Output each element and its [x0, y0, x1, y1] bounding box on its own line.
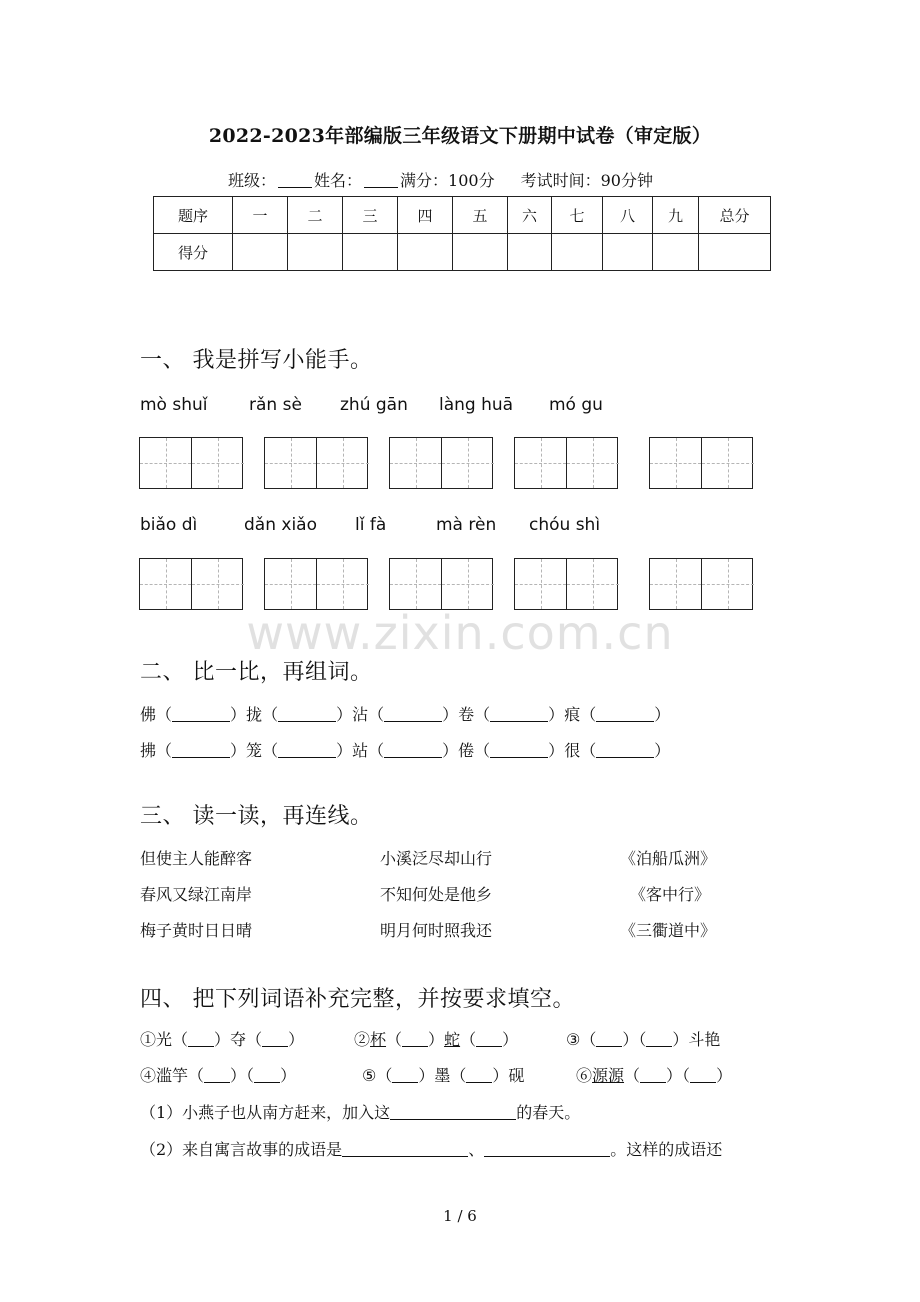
- poem-line-a[interactable]: 但使主人能醉客: [140, 849, 253, 868]
- writing-grid[interactable]: [389, 558, 493, 610]
- idiom-char: 滥竽: [156, 1066, 189, 1085]
- char-blank[interactable]: [254, 1082, 280, 1083]
- compare-char: 站: [352, 741, 369, 760]
- answer-blank[interactable]: [484, 1156, 610, 1157]
- table-cell: 四: [398, 197, 453, 234]
- item-number: ⑥: [576, 1066, 593, 1085]
- writing-grid[interactable]: [649, 437, 753, 489]
- word-blank[interactable]: [490, 757, 548, 758]
- poem-line-a[interactable]: 梅子黄时日日晴: [140, 921, 253, 940]
- score-input-cell[interactable]: [343, 234, 398, 271]
- item-number: ④: [140, 1066, 157, 1085]
- question-1: [140, 1100, 580, 1123]
- pinyin-label: biǎo dì: [140, 515, 198, 535]
- score-table-score-row: [154, 234, 771, 271]
- compare-char: 倦: [458, 741, 475, 760]
- section-2-heading: 二、 比一比，再组词。: [140, 660, 373, 685]
- question-text: （1）小燕子也从南方赶来，加入这: [140, 1103, 391, 1122]
- item-number: ⑤: [362, 1066, 377, 1085]
- word-blank[interactable]: [172, 757, 230, 758]
- compare-char: 痕: [564, 705, 581, 724]
- poem-line-b[interactable]: 不知何处是他乡: [380, 885, 493, 904]
- idiom-char: 夺: [230, 1030, 247, 1049]
- table-cell: 七: [552, 197, 603, 234]
- table-cell: 二: [288, 197, 343, 234]
- idiom-item-4: ④滥竽（ ）（ ）: [140, 1066, 297, 1085]
- item-number: ①: [140, 1030, 157, 1049]
- pinyin-label: rǎn sè: [249, 395, 302, 415]
- idiom-item-5: ⑤（ ）墨（ ）砚: [362, 1066, 525, 1085]
- idiom-item-3: ③（ ）（ ）斗艳: [566, 1030, 721, 1049]
- word-blank[interactable]: [278, 757, 336, 758]
- table-cell: 得分: [154, 234, 233, 271]
- char-blank[interactable]: [204, 1082, 230, 1083]
- compare-char: 沾: [352, 705, 369, 724]
- score-input-cell[interactable]: [398, 234, 453, 271]
- idiom-item-6: ⑥源源（ ）（ ）: [576, 1066, 733, 1085]
- poem-line-b[interactable]: 明月何时照我还: [380, 921, 493, 940]
- char-blank[interactable]: [646, 1046, 672, 1047]
- name-label: 姓名：: [314, 171, 363, 190]
- item-number: ③: [566, 1030, 581, 1049]
- score-input-cell[interactable]: [552, 234, 603, 271]
- writing-grid[interactable]: [389, 437, 493, 489]
- class-label: 班级：: [228, 171, 277, 190]
- score-input-cell[interactable]: [603, 234, 653, 271]
- pinyin-label: mò shuǐ: [140, 395, 208, 415]
- class-blank[interactable]: [278, 187, 312, 188]
- compare-row-1: 佛（ ）拢（ ）沾（ ）卷（ ）痕（ ）: [140, 705, 671, 724]
- time-label: 考试时间：90分钟: [520, 171, 653, 190]
- char-blank[interactable]: [466, 1082, 492, 1083]
- writing-grid[interactable]: [264, 558, 368, 610]
- section-1-heading: 一、 我是拼写小能手。: [140, 348, 373, 373]
- pinyin-label: mó gu: [549, 395, 603, 415]
- table-cell: 题序: [154, 197, 233, 234]
- answer-blank[interactable]: [390, 1119, 516, 1120]
- table-cell: 五: [453, 197, 508, 234]
- idiom-char: 光: [156, 1030, 173, 1049]
- writing-grid[interactable]: [139, 558, 243, 610]
- word-blank[interactable]: [384, 757, 442, 758]
- char-blank[interactable]: [188, 1046, 214, 1047]
- table-cell: 九: [653, 197, 699, 234]
- idiom-char: 蛇: [444, 1030, 461, 1049]
- word-blank[interactable]: [596, 721, 654, 722]
- compare-char: 卷: [458, 705, 475, 724]
- question-2: [140, 1137, 722, 1160]
- question-text: （2）来自寓言故事的成语是: [140, 1140, 343, 1159]
- word-blank[interactable]: [172, 721, 230, 722]
- word-blank[interactable]: [384, 721, 442, 722]
- score-table-header-row: [154, 197, 771, 234]
- writing-grid[interactable]: [139, 437, 243, 489]
- poem-line-a[interactable]: 春风又绿江南岸: [140, 885, 253, 904]
- score-table: [153, 196, 771, 271]
- idiom-char: 墨: [434, 1066, 451, 1085]
- compare-char: 佛: [140, 705, 157, 724]
- pinyin-label: làng huā: [439, 395, 514, 415]
- question-text: 。这样的成语还: [610, 1140, 723, 1159]
- idiom-item-2: ②杯（ ）蛇（ ）: [354, 1030, 519, 1049]
- name-blank[interactable]: [364, 187, 398, 188]
- poem-title[interactable]: 《客中行》: [630, 885, 711, 904]
- question-text: 、: [468, 1140, 485, 1159]
- char-blank[interactable]: [596, 1046, 622, 1047]
- idiom-char: 砚: [508, 1066, 525, 1085]
- word-blank[interactable]: [490, 721, 548, 722]
- idiom-char: 源源: [592, 1066, 625, 1085]
- char-blank[interactable]: [640, 1082, 666, 1083]
- section-4-heading: 四、 把下列词语补充完整，并按要求填空。: [140, 987, 575, 1012]
- table-cell: 六: [508, 197, 552, 234]
- compare-char: 拂: [140, 741, 157, 760]
- watermark: www.zixin.com.cn: [246, 606, 674, 660]
- char-blank[interactable]: [690, 1082, 716, 1083]
- writing-grid[interactable]: [514, 437, 618, 489]
- word-blank[interactable]: [278, 721, 336, 722]
- idiom-char: 斗艳: [688, 1030, 721, 1049]
- compare-char: 拢: [246, 705, 263, 724]
- table-cell: 八: [603, 197, 653, 234]
- idiom-char: 杯: [370, 1030, 387, 1049]
- pinyin-label: zhú gān: [340, 395, 408, 415]
- compare-char: 很: [564, 741, 581, 760]
- table-cell: 三: [343, 197, 398, 234]
- score-input-cell[interactable]: [288, 234, 343, 271]
- compare-row-2: 拂（ ）笼（ ）站（ ）倦（ ）很（ ）: [140, 741, 671, 760]
- info-line: [228, 168, 653, 191]
- page-title: 2022-2023年部编版三年级语文下册期中试卷（审定版）: [208, 125, 712, 147]
- page-number: 1 / 6: [443, 1207, 477, 1225]
- score-input-cell[interactable]: [699, 234, 771, 271]
- poem-title[interactable]: 《泊船瓜洲》: [620, 849, 717, 868]
- table-cell: 一: [233, 197, 288, 234]
- answer-blank[interactable]: [342, 1156, 468, 1157]
- writing-grid[interactable]: [649, 558, 753, 610]
- char-blank[interactable]: [476, 1046, 502, 1047]
- score-input-cell[interactable]: [453, 234, 508, 271]
- table-cell: 总分: [699, 197, 771, 234]
- pinyin-label: lǐ fà: [355, 515, 387, 535]
- score-input-cell[interactable]: [508, 234, 552, 271]
- writing-grid[interactable]: [264, 437, 368, 489]
- section-3-heading: 三、 读一读，再连线。: [140, 804, 373, 829]
- score-input-cell[interactable]: [653, 234, 699, 271]
- char-blank[interactable]: [402, 1046, 428, 1047]
- score-label: 满分：100分: [400, 171, 495, 190]
- score-input-cell[interactable]: [233, 234, 288, 271]
- poem-title[interactable]: 《三衢道中》: [620, 921, 717, 940]
- char-blank[interactable]: [392, 1082, 418, 1083]
- item-number: ②: [354, 1030, 371, 1049]
- pinyin-label: dǎn xiǎo: [244, 515, 317, 535]
- char-blank[interactable]: [262, 1046, 288, 1047]
- pinyin-label: mà rèn: [436, 515, 497, 535]
- poem-line-b[interactable]: 小溪泛尽却山行: [380, 849, 493, 868]
- idiom-item-1: ①光（ ）夺（ ）: [140, 1030, 305, 1049]
- compare-char: 笼: [246, 741, 263, 760]
- question-text: 的春天。: [516, 1103, 581, 1122]
- word-blank[interactable]: [596, 757, 654, 758]
- pinyin-label: chóu shì: [529, 515, 601, 535]
- writing-grid[interactable]: [514, 558, 618, 610]
